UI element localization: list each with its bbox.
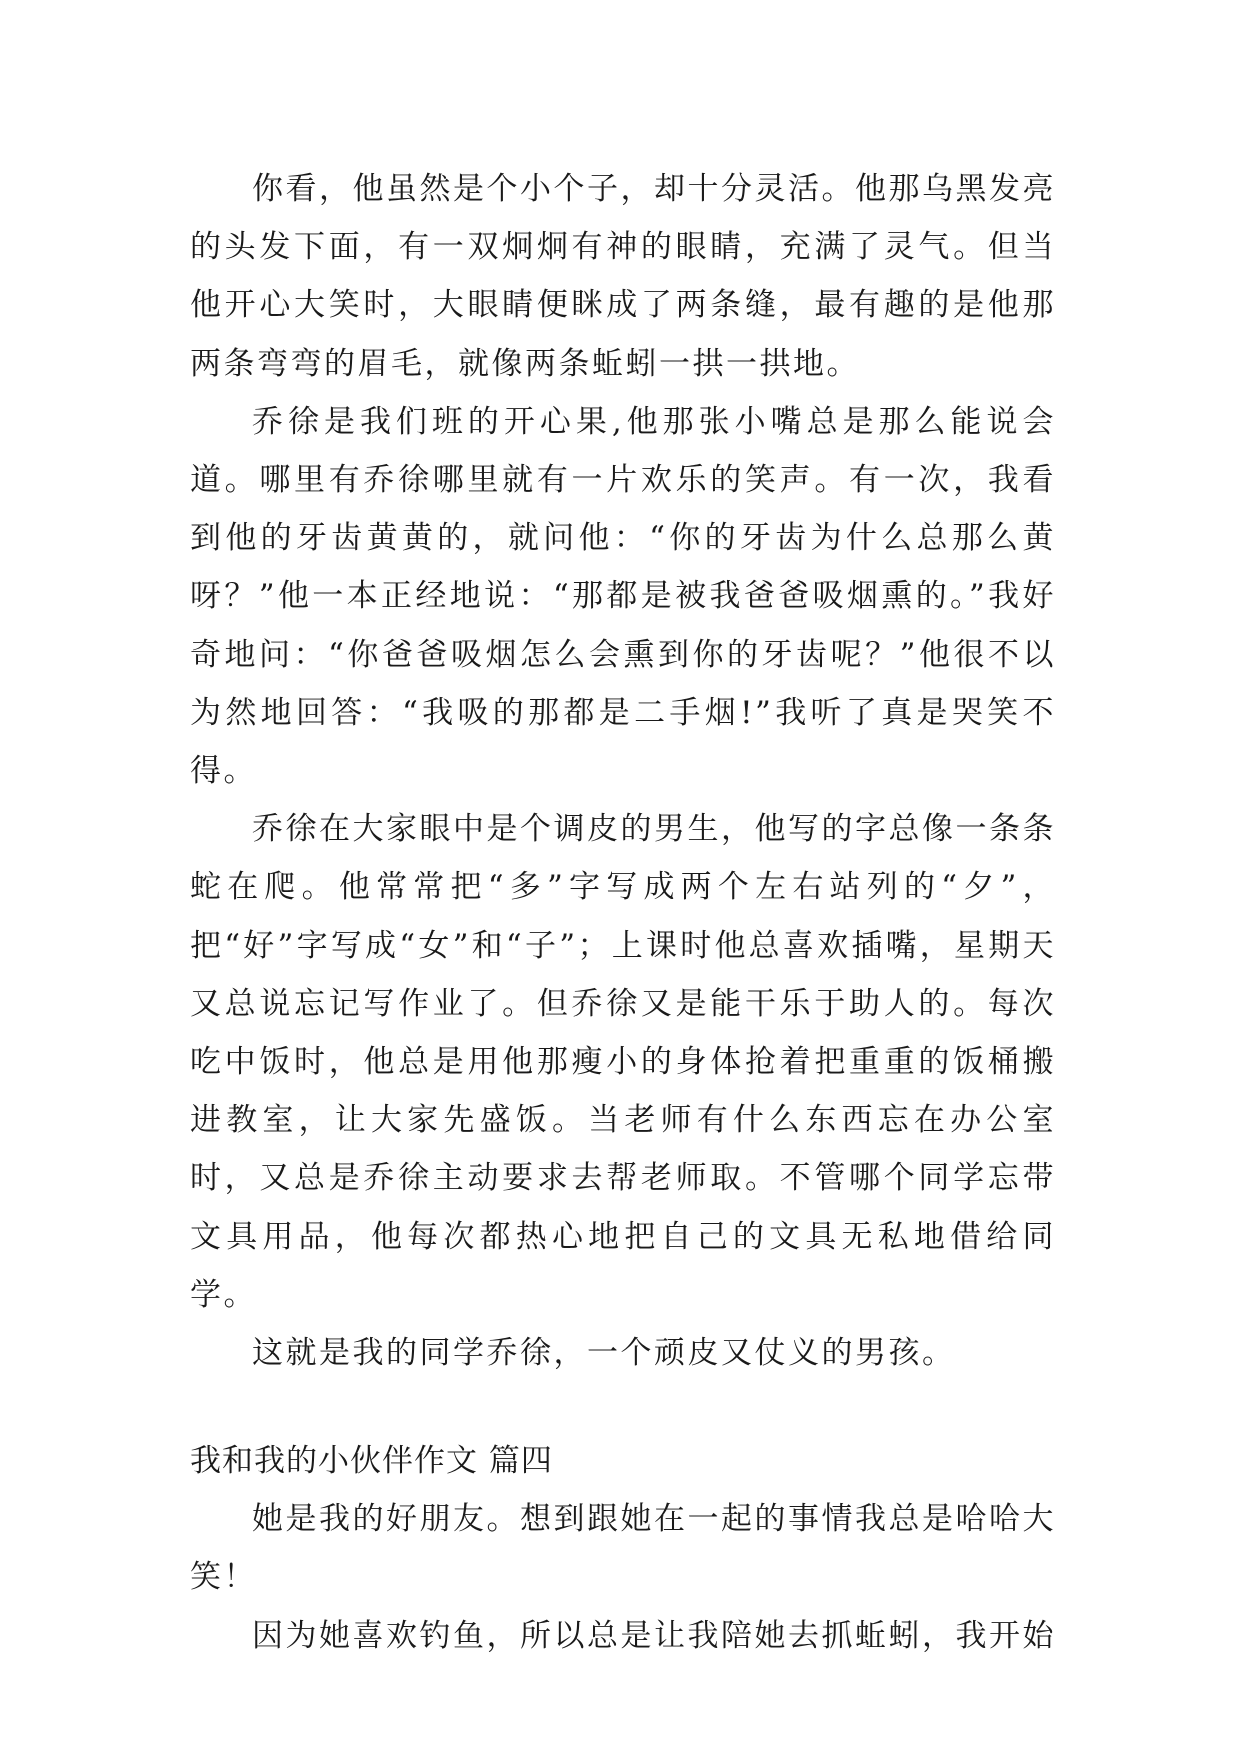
section-title: 我和我的小伙伴作文 篇四 [190, 1443, 553, 1480]
paragraph-appearance: 你看，他虽然是个小个子，却十分灵活。他那乌黑发亮的头发下面，有一双炯炯有神的眼睛，充满了灵气。但当他开心大笑时，大眼睛便眯成了两条缝，最有趣的是他那两条弯弯的眉毛，就像两条蚯蚓一拱一拱地。 [190, 171, 1056, 382]
paragraph-fishing: 因为她喜欢钓鱼，所以总是让我陪她去抓蚯蚓，我开始 [252, 1617, 1056, 1654]
paragraph-naughty-helpful: 乔徐在大家眼中是个调皮的男生，他写的字总像一条条蛇在爬。他常常把“多”字写成两个左右站列的“夕”，把“好”字写成“女”和“子”；上课时他总喜欢插嘴，星期天又总说忘记写作业了。但乔徐又是能干乐于助人的。每次吃中饭时，他总是用他那瘦小的身体抢着把重重的饭桶搬进教室，让大家先盛饭。当老师有什么东西忘在办公室时，又总是乔徐主动要求去帮老师取。不管哪个同学忘带文具用品，他每次都热心地把自己的文具无私地借给同学。 [190, 811, 1056, 1313]
document-body [190, 160, 1056, 1665]
paragraph-conclusion: 这就是我的同学乔徐，一个顽皮又仗义的男孩。 [252, 1335, 956, 1372]
paragraph-happy-fruit: 乔徐是我们班的开心果,他那张小嘴总是那么能说会道。哪里有乔徐哪里就有一片欢乐的笑声。有一次，我看到他的牙齿黄黄的，就问他：“你的牙齿为什么总那么黄呀？”他一本正经地说：“那都是被我爸爸吸烟熏的。”我好奇地问：“你爸爸吸烟怎么会熏到你的牙齿呢？”他很不以为然地回答：“我吸的那都是二手烟!”我听了真是哭笑不得。 [190, 403, 1056, 790]
paragraph-good-friend: 她是我的好朋友。想到跟她在一起的事情我总是哈哈大笑！ [190, 1501, 1056, 1596]
